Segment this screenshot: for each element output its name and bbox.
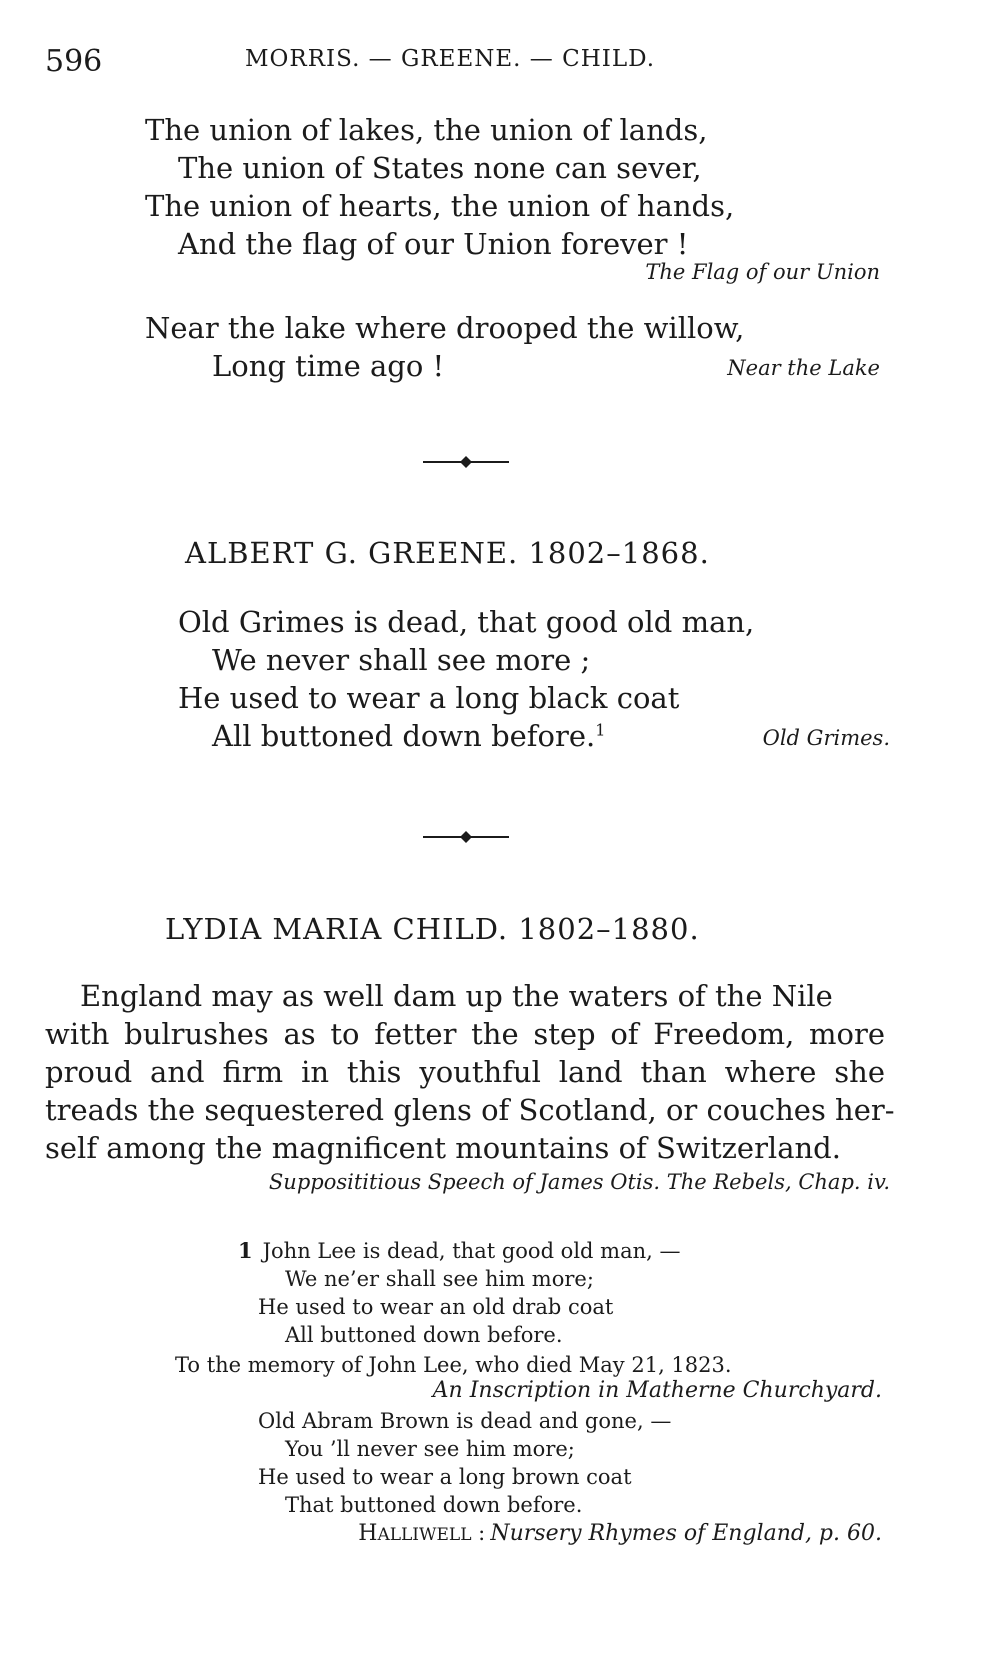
verse-line: We never shall see more ;: [212, 643, 591, 677]
author-initial: H: [358, 1521, 378, 1546]
verse-line: The union of States none can sever,: [178, 151, 702, 185]
poem-source: The Flag of our Union: [645, 260, 880, 284]
footnote-line: That buttoned down before.: [285, 1493, 583, 1517]
footnote-line: All buttoned down before.: [285, 1323, 563, 1347]
poem-source: Old Grimes.: [762, 726, 890, 750]
verse-line: Old Grimes is dead, that good old man,: [178, 605, 755, 639]
author-heading: LYDIA MARIA CHILD. 1802–1880.: [165, 912, 700, 946]
section-separator: [423, 830, 509, 844]
footnote-text: John Lee is dead, that good old man, —: [262, 1239, 681, 1263]
attribution-colon: :: [471, 1521, 486, 1545]
section-separator: [423, 455, 509, 469]
verse-text: All buttoned down before.: [212, 719, 596, 753]
footnote-line: He used to wear a long brown coat: [258, 1465, 632, 1489]
footnote-attribution: [358, 1518, 882, 1548]
footnote-epitaph: To the memory of John Lee, who died May 21, 1823.: [175, 1353, 732, 1377]
prose-line: England may as well dam up the waters of the Nile: [80, 979, 833, 1013]
verse-line: He used to wear a long black coat: [178, 681, 680, 715]
footnote-source: An Inscription in Matherne Churchyard.: [432, 1378, 882, 1403]
footnote-line: [238, 1236, 680, 1266]
author-heading: ALBERT G. GREENE. 1802–1868.: [185, 536, 710, 570]
verse-line: And the flag of our Union forever !: [178, 227, 689, 261]
footnote-marker: 1: [238, 1238, 253, 1263]
footnote-line: Old Abram Brown is dead and gone, —: [258, 1409, 672, 1433]
attribution-source: Nursery Rhymes of England, p. 60.: [490, 1521, 882, 1546]
footnote-line: You ’ll never see him more;: [285, 1437, 575, 1461]
running-head: MORRIS. — GREENE. — CHILD.: [245, 46, 656, 72]
verse-line: Long time ago !: [212, 349, 445, 383]
verse-line: [212, 716, 605, 756]
poem-source: Near the Lake: [727, 356, 880, 380]
author-name-rest: ALLIWELL: [377, 1525, 472, 1545]
verse-line: Near the lake where drooped the willow,: [145, 311, 745, 345]
footnote-line: We ne’er shall see him more;: [285, 1267, 594, 1291]
footnote-line: He used to wear an old drab coat: [258, 1295, 614, 1319]
prose-line: self among the magnificent mountains of Switzerland.: [45, 1131, 841, 1165]
prose-line: treads the sequestered glens of Scotland, or couches her-: [45, 1093, 895, 1127]
footnote-marker: 1: [595, 720, 606, 740]
prose-source: Supposititious Speech of James Otis. The Rebels, Chap. iv.: [268, 1170, 890, 1194]
page-number: 596: [45, 44, 103, 79]
verse-line: The union of hearts, the union of hands,: [145, 189, 735, 223]
prose-line: proud and firm in this youthful land than where she: [45, 1055, 885, 1089]
verse-line: The union of lakes, the union of lands,: [145, 113, 708, 147]
prose-line: with bulrushes as to fetter the step of Freedom, more: [45, 1017, 885, 1051]
